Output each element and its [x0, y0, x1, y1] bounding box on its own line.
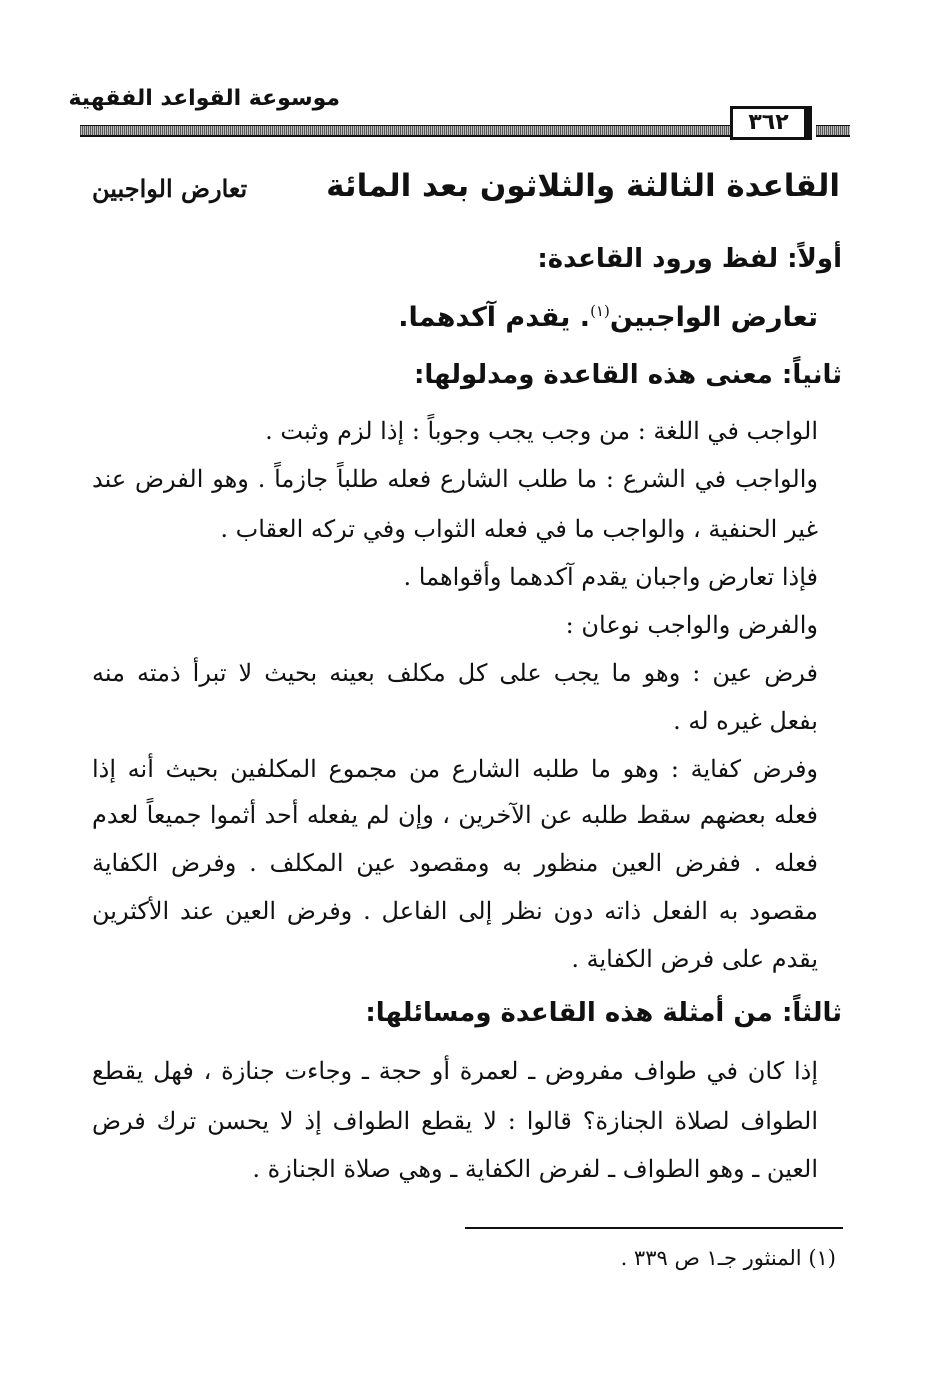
body-line: العين ـ وهو الطواف ـ لفرض الكفاية ـ وهي صلاة الجنازة . [252, 1155, 818, 1183]
footnote-reference: (١) [590, 302, 610, 320]
running-header [68, 82, 850, 142]
body-line: مقصود به الفعل ذاته دون نظر إلى الفاعل . وفرض العين عند الأكثرين [92, 897, 818, 925]
footnote: (١) المنثور جـ١ ص ٣٣٩ . [620, 1246, 836, 1270]
body-line: وفرض كفاية : وهو ما طلبه الشارع من مجموع المكلفين بحيث أنه إذا [92, 755, 818, 783]
body-line: والواجب في الشرع : ما طلب الشارع فعله طلباً جازماً . وهو الفرض عند [92, 465, 818, 493]
footnote-rule [465, 1227, 843, 1229]
chapter-title: القاعدة الثالثة والثلاثون بعد المائة [326, 168, 840, 204]
body-line: الطواف لصلاة الجنازة؟ قالوا : لا يقطع الطواف إذ لا يحسن ترك فرض [92, 1107, 818, 1135]
body-line: فرض عين : وهو ما يجب على كل مكلف بعينه بحيث لا تبرأ ذمته منه [92, 659, 818, 687]
section-heading-wording: أولاً: لفظ ورود القاعدة: [537, 244, 842, 274]
body-line: الواجب في اللغة : من وجب يجب وجوباً : إذا لزم وثبت . [265, 417, 818, 445]
running-header-title: موسوعة القواعد الفقهية [68, 86, 340, 111]
body-line: يقدم على فرض الكفاية . [571, 945, 818, 973]
body-line: بفعل غيره له . [673, 707, 818, 735]
chapter-side-label: تعارض الواجبين [92, 174, 248, 203]
section-heading-examples: ثالثاً: من أمثلة هذه القاعدة ومسائلها: [365, 998, 842, 1028]
body-line: فعله . ففرض العين منظور به ومقصود عين المكلف . وفرض الكفاية [92, 849, 818, 877]
rule-statement [398, 296, 818, 333]
section-heading-meaning: ثانياً: معنى هذه القاعدة ومدلولها: [413, 360, 842, 390]
rule-statement-after: . يقدم آكدهما. [398, 302, 591, 333]
body-line: فإذا تعارض واجبان يقدم آكدهما وأقواهما . [403, 563, 818, 591]
body-line: فعله بعضهم سقط طلبه عن الآخرين ، وإن لم يفعله أحد أثموا جميعاً لعدم [92, 801, 818, 829]
body-line: إذا كان في طواف مفروض ـ لعمرة أو حجة ـ وجاءت جنازة ، فهل يقطع [92, 1057, 818, 1085]
rule-statement-before: تعارض الواجبين [609, 302, 818, 333]
header-rule-stub [816, 125, 850, 137]
body-line: غير الحنفية ، والواجب ما في فعله الثواب وفي تركه العقاب . [220, 515, 818, 543]
body-line: والفرض والواجب نوعان : [565, 611, 818, 639]
header-rule [80, 125, 740, 137]
page-number: ٣٦٢ [730, 106, 812, 140]
